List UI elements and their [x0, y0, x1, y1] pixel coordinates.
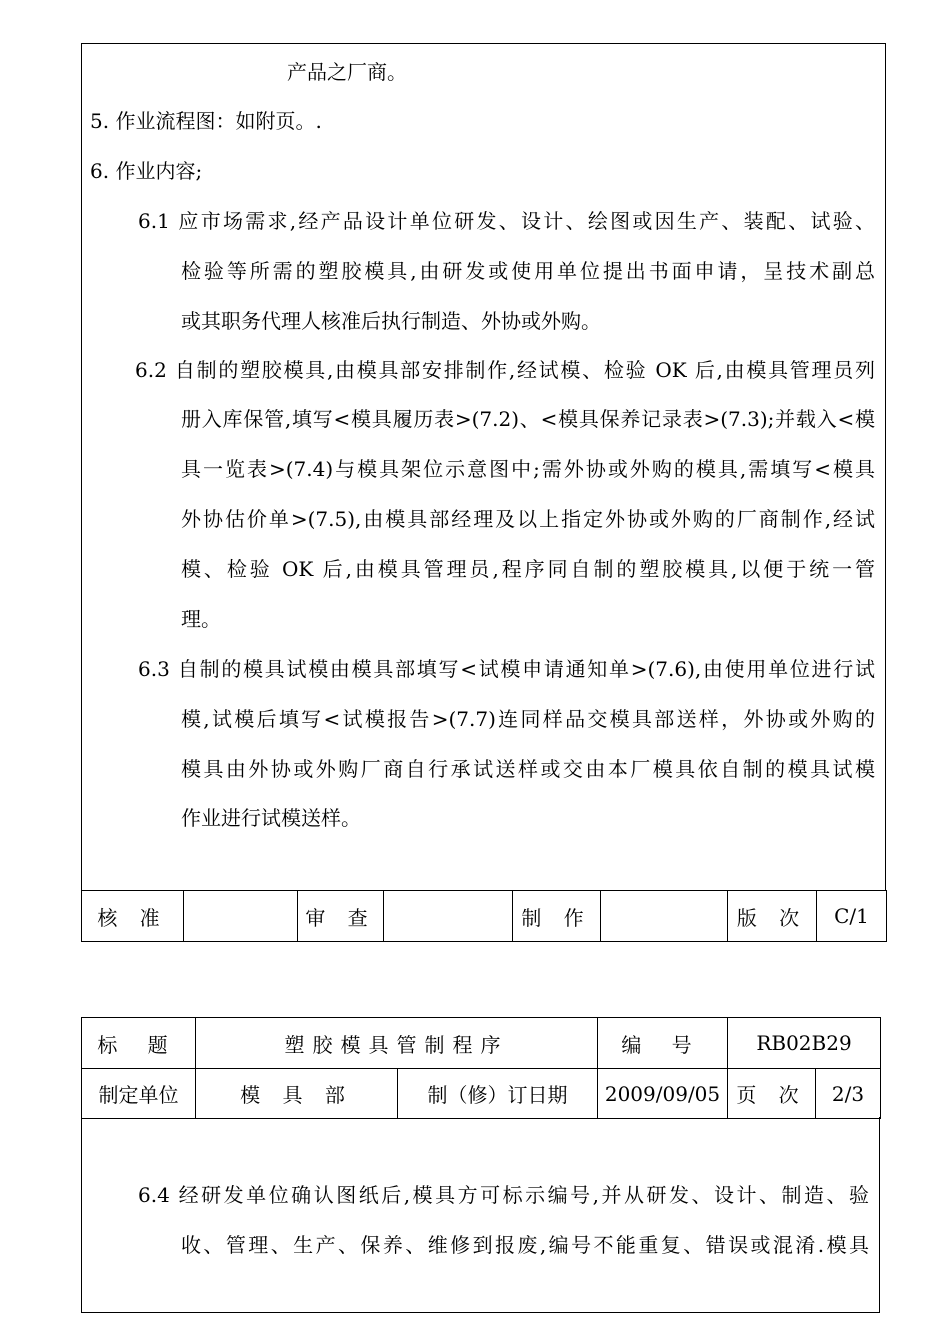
page1-line-7: 册入库保管,填写<模具履历表>(7.2)、<模具保养记录表>(7.3);并载入<模 [181, 407, 875, 431]
page1-line-10: 模、检验 OK 后,由模具管理员,程序同自制的塑胶模具,以便于统一管 [181, 557, 875, 581]
page1-line-12: 6.3 自制的模具试模由模具部填写<试模申请通知单>(7.6),由使用单位进行试 [138, 657, 875, 681]
page1-line-14: 模具由外协或外购厂商自行承试送样或交由本厂模具依自制的模具试模 [181, 757, 875, 781]
page2-line-0: 6.4 经研发单位确认图纸后,模具方可标示编号,并从研发、设计、制造、验 [138, 1183, 869, 1207]
make-value [601, 891, 728, 942]
page-label: 页 次 [728, 1069, 816, 1119]
number-value: RB02B29 [728, 1018, 881, 1069]
approve-value [184, 891, 298, 942]
page1-line-3: 6.1 应市场需求,经产品设计单位研发、设计、绘图或因生产、装配、试验、 [138, 209, 875, 233]
page1-line-4: 检验等所需的塑胶模具,由研发或使用单位提出书面申请，呈技术副总 [181, 259, 875, 283]
review-value [384, 891, 513, 942]
date-label: 制（修）订日期 [398, 1069, 598, 1119]
page1-line-6: 6.2 自制的塑胶模具,由模具部安排制作,经试模、检验 OK 后,由模具管理员列 [135, 358, 875, 382]
number-label: 编 号 [598, 1018, 728, 1069]
page1-line-13: 模,试模后填写<试模报告>(7.7)连同样品交模具部送样，外协或外购的 [181, 707, 875, 731]
page1-line-15: 作业进行试模送样。 [181, 806, 361, 830]
title-label: 标 题 [82, 1018, 196, 1069]
page1-line-1: 5. 作业流程图：如附页。. [90, 109, 322, 133]
make-label: 制 作 [513, 891, 601, 942]
version-value: C/1 [817, 891, 887, 942]
page-value: 2/3 [816, 1069, 881, 1119]
page2-line-1: 收、管理、生产、保养、维修到报废,编号不能重复、错误或混淆.模具 [181, 1233, 869, 1257]
page1-line-2: 6. 作业内容; [90, 159, 203, 183]
page1-line-5: 或其职务代理人核准后执行制造、外协或外购。 [181, 309, 601, 333]
unit-value: 模 具 部 [196, 1069, 398, 1119]
unit-label: 制定单位 [82, 1069, 196, 1119]
title-value: 塑胶模具管制程序 [196, 1018, 598, 1069]
review-label: 审 查 [298, 891, 384, 942]
version-label: 版 次 [728, 891, 817, 942]
approve-label: 核 准 [82, 891, 184, 942]
date-value: 2009/09/05 [598, 1069, 728, 1119]
page1-line-11: 理。 [181, 607, 221, 631]
page1-signoff-table [81, 890, 887, 942]
page2-header-table [81, 1017, 881, 1119]
page1-line-9: 外协估价单>(7.5),由模具部经理及以上指定外协或外购的厂商制作,经试 [181, 507, 875, 531]
page2-content-box [81, 1117, 880, 1313]
page1-line-0: 产品之厂商。 [287, 60, 407, 84]
page1-line-8: 具一览表>(7.4)与模具架位示意图中;需外协或外购的模具,需填写<模具 [181, 457, 875, 481]
